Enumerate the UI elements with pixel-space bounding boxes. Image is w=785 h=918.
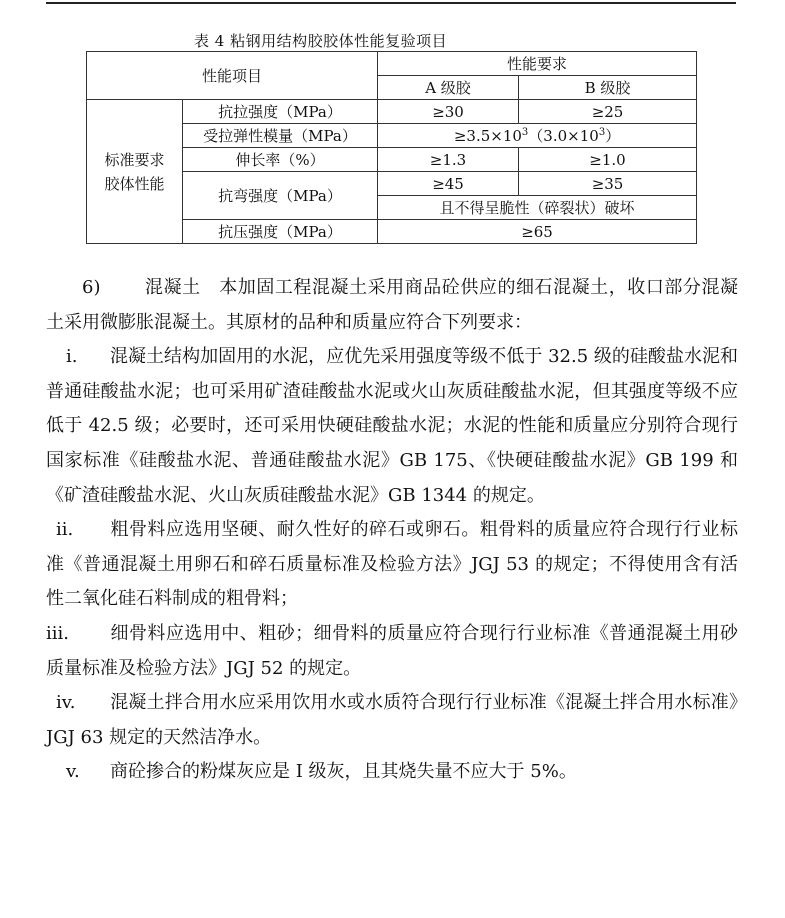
row-value-merged: ≥65 xyxy=(378,220,697,244)
modulus-exp-a: 3 xyxy=(521,126,529,138)
group-label-text: 标准要求胶体性能 xyxy=(104,150,165,193)
modulus-b: （3.0×10 xyxy=(528,126,599,145)
row-value-a: ≥1.3 xyxy=(378,148,519,172)
row-value-b: ≥35 xyxy=(519,172,697,196)
item-iii-text: 细骨料应选用中、粗砂；细骨料的质量应符合现行行业标准《普通混凝土用砂质量标准及检验方法》JGJ 52 的规定。 xyxy=(46,622,738,679)
header-requirement: 性能要求 xyxy=(378,52,697,76)
item-i-text: 混凝土结构加固用的水泥，应优先采用强度等级不低于 32.5 级的硅酸盐水泥和普通硅酸盐水泥；也可采用矿渣硅酸盐水泥或火山灰质硅酸盐水泥，但其强度等级不应低于 42.5 级；必要时，还可采用快硬硅酸盐水泥；水泥的性能和质量应分别符合现行国家标准《硅酸盐水泥、普通硅酸盐水泥》GB 175、《快硬硅酸盐水泥》GB 199 和《矿渣硅酸盐水泥、火山灰质硅酸盐水泥》GB 1344 的规定。 xyxy=(46,346,738,506)
item-v-text: 商砼掺合的粉煤灰应是 I 级灰，且其烧失量不应大于 5%。 xyxy=(110,761,577,783)
table-header-row xyxy=(87,52,697,76)
row-value-a: ≥45 xyxy=(378,172,519,196)
item-iii-label: iii. xyxy=(46,622,69,644)
header-grade-b: B 级胶 xyxy=(519,76,697,100)
row-note: 且不得呈脆性（碎裂状）破坏 xyxy=(378,196,697,220)
paragraph-6-title: 混凝土 xyxy=(144,277,201,298)
modulus-close: ） xyxy=(605,126,621,145)
header-item: 性能项目 xyxy=(87,52,378,100)
table-caption: 表 4 粘钢用结构胶胶体性能复验项目 xyxy=(194,32,448,50)
table-row xyxy=(87,100,697,124)
item-ii-label: ii. xyxy=(56,519,74,541)
paragraph-6-text: 本加固工程混凝土采用商品砼供应的细石混凝土，收口部分混凝土采用微膨胀混凝土。其原材的品种和质量应符合下列要求： xyxy=(46,277,739,333)
item-v xyxy=(46,755,738,790)
row-name: 抗压强度（MPa） xyxy=(183,220,378,244)
row-value-b: ≥1.0 xyxy=(519,148,697,172)
row-name: 抗拉强度（MPa） xyxy=(183,100,378,124)
item-iv-text: 混凝土拌合用水应采用饮用水或水质符合现行行业标准《混凝土拌合用水标准》JGJ 63 规定的天然洁净水。 xyxy=(46,692,738,748)
row-name: 抗弯强度（MPa） xyxy=(183,172,378,220)
performance-table xyxy=(86,51,697,244)
item-i xyxy=(46,340,738,513)
item-iv xyxy=(46,686,738,755)
group-label xyxy=(87,100,183,244)
paragraph-6-number: 6) xyxy=(82,277,101,298)
item-ii xyxy=(46,513,738,617)
row-value-merged xyxy=(378,124,697,148)
row-name: 伸长率（%） xyxy=(183,148,378,172)
header-grade-a: A 级胶 xyxy=(378,76,519,100)
paragraph-6 xyxy=(46,271,738,340)
item-iii xyxy=(46,617,738,686)
row-value-a: ≥30 xyxy=(378,100,519,124)
modulus-a: ≥3.5×10 xyxy=(453,126,522,145)
body-text xyxy=(46,271,738,790)
item-ii-text: 粗骨料应选用坚硬、耐久性好的碎石或卵石。粗骨料的质量应符合现行行业标准《普通混凝土用卵石和碎石质量标准及检验方法》JGJ 53 的规定；不得使用含有活性二氧化硅石料制成的粗骨料； xyxy=(46,519,738,610)
modulus-exp-b: 3 xyxy=(598,126,606,138)
row-value-b: ≥25 xyxy=(519,100,697,124)
row-name: 受拉弹性模量（MPa） xyxy=(183,124,378,148)
item-v-label: v. xyxy=(66,761,80,783)
item-iv-label: iv. xyxy=(56,692,76,714)
item-i-label: i. xyxy=(66,346,78,368)
top-rule xyxy=(46,2,736,4)
